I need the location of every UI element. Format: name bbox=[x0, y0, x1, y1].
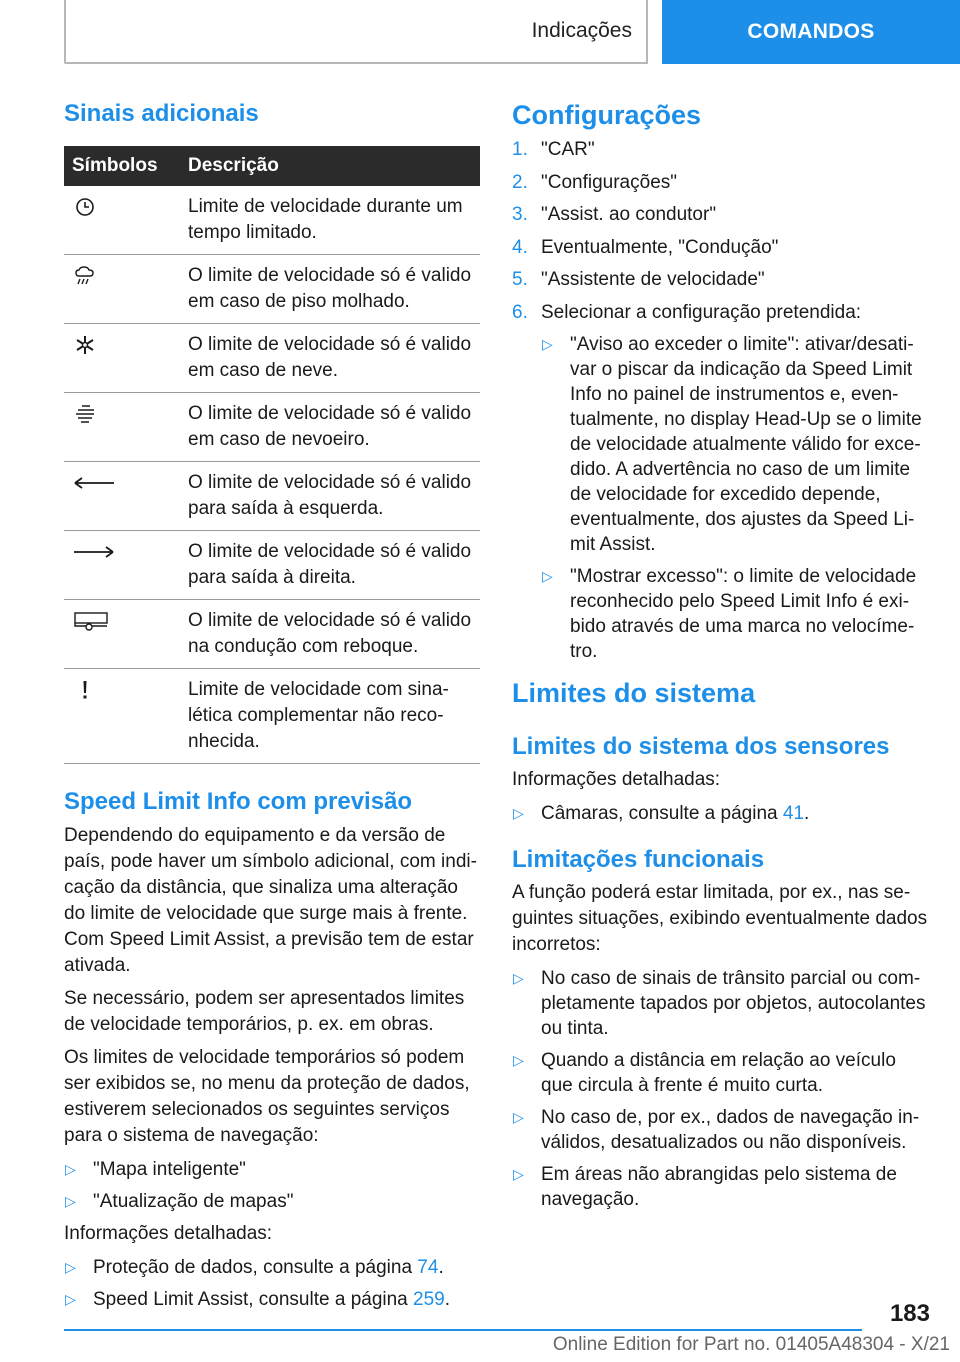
sensor-limits-heading: Limites do sistema dos sensores bbox=[512, 732, 890, 760]
temporary-limits-paragraph: Se necessário, podem ser apresentados limites de velocidade temporários, p. ex. em obras. bbox=[64, 988, 465, 1035]
triangle-bullet-icon: ▷ bbox=[542, 335, 553, 352]
snowflake-icon bbox=[72, 334, 98, 356]
sensors-ref-list bbox=[512, 801, 928, 826]
exclamation-icon bbox=[72, 679, 98, 701]
list-item: ▷ Speed Limit Assist, consulte a página 259. bbox=[65, 1289, 451, 1310]
privacy-services-paragraph: Os limites de velocidade temporários só podem ser exibidos se, no menu da proteção de dados, estiverem selecionados os seguintes serviços para o sistema de navegação: bbox=[64, 1047, 470, 1146]
speed-limit-forecast-heading: Speed Limit Info com previsão bbox=[64, 788, 413, 815]
triangle-bullet-icon: ▷ bbox=[513, 1165, 524, 1182]
list-item: 5. "Assistente de velocidade" bbox=[512, 269, 765, 290]
table-cell-description: O limite de velocidade só é valido para saída à direita. bbox=[188, 531, 480, 600]
table-cell-description: O limite de velocidade só é valido em caso de piso molhado. bbox=[188, 255, 480, 324]
settings-steps-list bbox=[512, 137, 928, 664]
triangle-bullet-icon: ▷ bbox=[542, 567, 553, 584]
table-row bbox=[64, 531, 480, 600]
section-title-text: Indicações bbox=[531, 19, 632, 42]
triangle-bullet-icon: ▷ bbox=[65, 1161, 76, 1177]
triangle-bullet-icon: ▷ bbox=[513, 1108, 524, 1125]
rain-cloud-icon bbox=[72, 265, 98, 287]
header-chapter-tab[interactable] bbox=[662, 0, 960, 64]
table-cell-description: Limite de velocidade durante um tempo limitado. bbox=[188, 186, 480, 255]
list-item: ▷ No caso de sinais de trânsito parcial ou completamente tapados por objetos, autocolantes ou tinta. bbox=[513, 967, 926, 1039]
list-item: ▷ "Aviso ao exceder o limite": ativar/desativar o piscar da indicação da Speed Limit Info no painel de instrumentos e, eventualmente, no display Head-Up se o limite de velocidade atualmente válido for excedido. A advertência no caso de um limite de velocidade for excedido depende, eventualmente, dos ajustes da Speed Limit Assist. bbox=[542, 333, 922, 555]
table-row bbox=[64, 462, 480, 531]
header-section-title bbox=[64, 0, 648, 64]
table-row bbox=[64, 393, 480, 462]
triangle-bullet-icon: ▷ bbox=[513, 1051, 524, 1068]
settings-options-list bbox=[541, 332, 928, 664]
trailer-icon bbox=[72, 610, 112, 632]
speed-forecast-paragraph: Dependendo do equipamento e da versão de país, pode haver um símbolo adicional, com indicação da distância, que sinaliza uma alteração do limite de velocidade que surge mais à frente. Com Speed Limit Assist, a previsão tem de estar ativada. bbox=[64, 825, 477, 976]
triangle-bullet-icon: ▷ bbox=[65, 1259, 76, 1275]
functional-limits-heading: Limitações funcionais bbox=[512, 845, 765, 873]
settings-heading: Configurações bbox=[512, 100, 702, 130]
list-item: 4. Eventualmente, "Condução" bbox=[512, 236, 779, 258]
table-row bbox=[64, 186, 480, 255]
sensors-info-label: Informações detalhadas: bbox=[512, 768, 721, 790]
left-column bbox=[64, 100, 480, 1319]
arrow-right-icon bbox=[72, 541, 116, 563]
list-item: ▷ "Mapa inteligente" bbox=[65, 1159, 246, 1180]
triangle-bullet-icon: ▷ bbox=[65, 1291, 76, 1307]
table-row bbox=[64, 255, 480, 324]
additional-signs-heading: Sinais adicionais bbox=[64, 100, 259, 127]
table-row bbox=[64, 600, 480, 669]
services-list bbox=[64, 1157, 480, 1214]
table-cell-description: O limite de velocidade só é valido na condução com reboque. bbox=[188, 600, 480, 669]
detailed-info-label: Informações detalhadas: bbox=[64, 1223, 273, 1244]
online-edition-text: Online Edition for Part no. 01405A48304 - X/21 bbox=[552, 1334, 950, 1355]
list-item: ▷ "Mostrar excesso": o limite de velocidade reconhecido pelo Speed Limit Info é exibido através de uma marca no velocímetro. bbox=[542, 565, 917, 662]
table-header-symbols: Símbolos bbox=[64, 146, 188, 186]
table-header-row bbox=[64, 146, 480, 186]
list-item: 1. "CAR" bbox=[512, 139, 595, 160]
clock-icon bbox=[72, 196, 98, 218]
fog-icon bbox=[72, 403, 98, 425]
page-link-41[interactable]: 41 bbox=[782, 802, 805, 824]
footer-divider bbox=[64, 1329, 862, 1331]
right-column bbox=[512, 100, 928, 1219]
list-item: ▷ "Atualização de mapas" bbox=[65, 1191, 294, 1212]
functional-limits-list bbox=[512, 966, 928, 1212]
table-row bbox=[64, 669, 480, 764]
table-header-description: Descrição bbox=[188, 146, 480, 186]
table-cell-description: Limite de velocidade com sinalética complementar não reconhecida. bbox=[188, 669, 480, 764]
list-item: 6. Selecionar a configuração pretendida: ▷ "Aviso ao exceder o limite": ativar/desativar o piscar da indicação da Speed Limit Info no painel de instrumentos e, eventualmente, no display Head-Up se o limite de velocidade atualmente válido for excedido. A advertência no caso de um limite de velocidade for excedido depende, eventualmente, dos ajustes da Speed Limit Assist. ▷ "Mostrar excesso": o limite de velocidade reconhecido pelo Speed Limit Info é exibido através de uma marca no velocímetro. bbox=[512, 300, 928, 664]
table-cell-description: O limite de velocidade só é valido em caso de nevoeiro. bbox=[188, 393, 480, 462]
page-link-259[interactable]: 259 bbox=[413, 1289, 445, 1310]
references-list bbox=[64, 1255, 480, 1312]
system-limits-heading: Limites do sistema bbox=[512, 677, 756, 708]
table-cell-description: O limite de velocidade só é valido em caso de neve. bbox=[188, 324, 480, 393]
list-item: ▷ Câmaras, consulte a página 41. bbox=[513, 802, 810, 824]
chapter-title-text: COMANDOS bbox=[747, 20, 875, 43]
table-cell-description: O limite de velocidade só é valido para saída à esquerda. bbox=[188, 462, 480, 531]
list-item: ▷ Em áreas não abrangidas pelo sistema de navegação. bbox=[513, 1163, 897, 1210]
list-item: ▷ Quando a distância em relação ao veículo que circula à frente é muito curta. bbox=[513, 1049, 896, 1096]
signs-table bbox=[64, 146, 480, 764]
triangle-bullet-icon: ▷ bbox=[513, 804, 524, 821]
list-item: 3. "Assist. ao condutor" bbox=[512, 204, 717, 225]
list-item: ▷ Proteção de dados, consulte a página 74. bbox=[65, 1257, 444, 1278]
page-link-74[interactable]: 74 bbox=[417, 1257, 439, 1278]
arrow-left-icon bbox=[72, 472, 116, 494]
list-item: ▷ No caso de, por ex., dados de navegação inválidos, desatualizados ou não disponíveis. bbox=[513, 1106, 920, 1153]
page-number: 183 bbox=[889, 1300, 930, 1327]
triangle-bullet-icon: ▷ bbox=[65, 1193, 76, 1209]
functional-limits-intro: A função poderá estar limitada, por ex., nas seguintes situações, exibindo eventualmente dados incorretos: bbox=[512, 881, 928, 955]
list-item: 2. "Configurações" bbox=[512, 171, 678, 193]
table-row bbox=[64, 324, 480, 393]
triangle-bullet-icon: ▷ bbox=[513, 969, 524, 986]
